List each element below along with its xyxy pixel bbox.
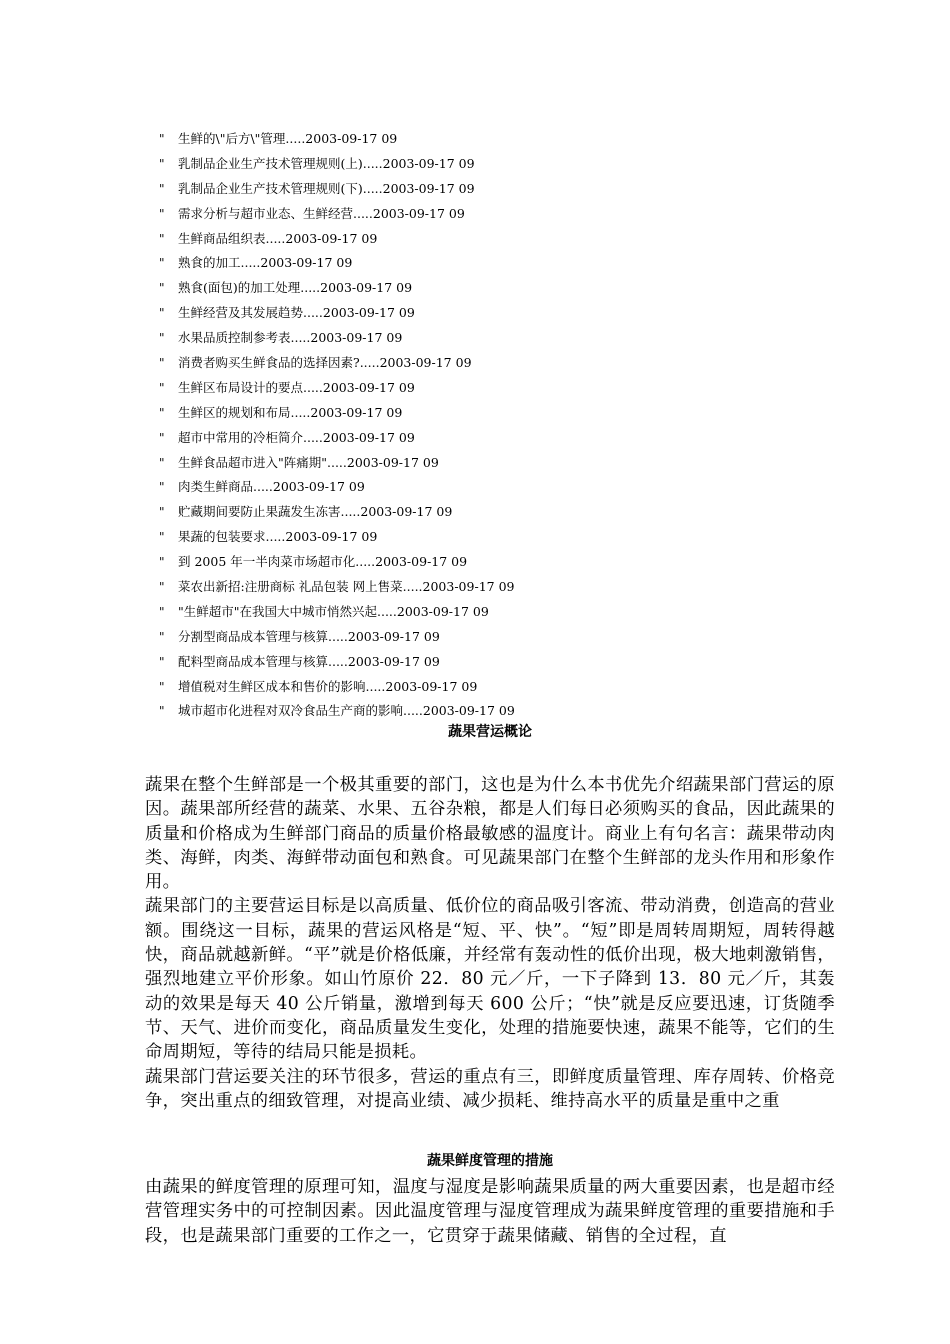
list-bullet: " [159,281,165,296]
paragraph: 蔬果部门营运要关注的环节很多，营运的重点有三，即鲜度质量管理、库存周转、价格竞争，突出重点的细致管理，对提高业绩、减少损耗、维持高水平的质量是重中之重 [145,1066,835,1111]
list-item-text: 生鲜经营及其发展趋势.....2003-09-17 09 [178,305,415,321]
section-body-freshness [145,1175,835,1248]
list-item [159,301,839,326]
list-item [159,575,839,600]
list-item [159,525,839,550]
list-item-text: 城市超市化进程对双冷食品生产商的影响.....2003-09-17 09 [178,703,515,719]
list-item-text: 增值税对生鲜区成本和售价的影响.....2003-09-17 09 [178,678,478,694]
list-bullet: " [159,629,165,644]
list-bullet: " [159,181,165,196]
list-item [159,351,839,376]
article-list [159,127,839,724]
list-item [159,600,839,625]
paragraph: 蔬果在整个生鲜部是一个极其重要的部门，这也是为什么本书优先介绍蔬果部门营运的原因。蔬果部所经营的蔬菜、水果、五谷杂粮，都是人们每日必须购买的食品，因此蔬果的质量和价格成为生鲜部门商品的质量价格最敏感的温度计。商业上有句名言：蔬果带动肉类、海鲜，肉类、海鲜带动面包和熟食。可见蔬果部门在整个生鲜部的龙头作用和形象作用。 [145,775,835,893]
list-bullet: " [159,405,165,420]
list-bullet: " [159,231,165,246]
section-body-overview [145,773,835,1113]
list-item [159,550,839,575]
list-bullet: " [159,604,165,619]
section-title-freshness: 蔬果鲜度管理的措施 [427,1153,553,1169]
list-bullet: " [159,505,165,520]
list-bullet: " [159,555,165,570]
list-item-text: 水果品质控制参考表.....2003-09-17 09 [178,330,403,346]
list-item-text: 到 2005 年一半肉菜市场超市化.....2003-09-17 09 [178,554,468,570]
list-item-text: 生鲜区布局设计的要点.....2003-09-17 09 [178,379,415,395]
list-item [159,202,839,227]
list-item-text: 分割型商品成本管理与核算.....2003-09-17 09 [178,628,440,644]
list-item [159,376,839,401]
list-item-text: 生鲜商品组织表.....2003-09-17 09 [178,230,378,246]
list-item [159,326,839,351]
list-bullet: " [159,455,165,470]
list-item [159,500,839,525]
list-item-text: 贮藏期间要防止果蔬发生冻害.....2003-09-17 09 [178,504,453,520]
list-item [159,451,839,476]
list-bullet: " [159,132,165,146]
list-item-text: 消费者购买生鲜食品的选择因素?.....2003-09-17 09 [178,355,472,371]
list-item-text: 乳制品企业生产技术管理规则(下).....2003-09-17 09 [178,180,475,196]
list-item [159,227,839,252]
list-item-text: 果蔬的包装要求.....2003-09-17 09 [178,529,378,545]
list-bullet: " [159,654,165,669]
list-item [159,152,839,177]
list-item [159,675,839,700]
list-bullet: " [159,306,165,321]
list-item [159,625,839,650]
list-item [159,401,839,426]
list-item [159,699,839,724]
list-item-text: 熟食(面包)的加工处理.....2003-09-17 09 [178,280,413,296]
list-item-text: 生鲜的\"后方\"管理.....2003-09-17 09 [178,131,398,146]
list-item-text: 生鲜食品超市进入"阵痛期".....2003-09-17 09 [178,454,439,470]
list-item-text: 菜农出新招:注册商标 礼品包装 网上售菜.....2003-09-17 09 [178,579,515,595]
list-bullet: " [159,380,165,395]
list-item [159,426,839,451]
list-item [159,177,839,202]
list-item [159,127,839,152]
list-item-text: 配料型商品成本管理与核算.....2003-09-17 09 [178,653,440,669]
list-item-text: "生鲜超市"在我国大中城市悄然兴起.....2003-09-17 09 [178,603,489,619]
section-title-overview: 蔬果营运概论 [448,724,532,740]
list-bullet: " [159,430,165,445]
list-bullet: " [159,356,165,371]
list-bullet: " [159,206,165,221]
paragraph: 蔬果部门的主要营运目标是以高质量、低价位的商品吸引客流、带动消费，创造高的营业额。围绕这一目标，蔬果的营运风格是“短、平、快”。“短”即是周转周期短，周转得越快，商品就越新鲜。“平”就是价格低廉，并经常有轰动性的低价出现，极大地刺激销售，强烈地建立平价形象。如山竹原价 22．80 元／斤，一下子降到 13．80 元／斤，其轰动的效果是每天 40 公斤销量，激增到每天 600 公斤；“快”就是反应要迅速，订货随季节、天气、进价而变化，商品质量发生变化，处理的措施要快速，蔬果不能等，它们的生命周期短，等待的结局只能是损耗。 [145,896,835,1063]
list-item-text: 需求分析与超市业态、生鲜经营.....2003-09-17 09 [178,205,465,221]
list-item-text: 乳制品企业生产技术管理规则(上).....2003-09-17 09 [178,155,475,171]
list-item-text: 超市中常用的冷柜简介.....2003-09-17 09 [178,429,415,445]
list-bullet: " [159,580,165,595]
list-bullet: " [159,480,165,495]
list-bullet: " [159,331,165,346]
list-item [159,650,839,675]
list-bullet: " [159,530,165,545]
list-item-text: 生鲜区的规划和布局.....2003-09-17 09 [178,404,403,420]
list-bullet: " [159,156,165,171]
list-item-text: 肉类生鲜商品.....2003-09-17 09 [178,479,365,495]
list-bullet: " [159,256,165,271]
list-item [159,475,839,500]
list-item [159,251,839,276]
list-item [159,276,839,301]
paragraph: 由蔬果的鲜度管理的原理可知，温度与湿度是影响蔬果质量的两大重要因素，也是超市经营管理实务中的可控制因素。因此温度管理与湿度管理成为蔬果鲜度管理的重要措施和手段，也是蔬果部门重要的工作之一，它贯穿于蔬果储藏、销售的全过程，直 [145,1177,835,1246]
list-item-text: 熟食的加工.....2003-09-17 09 [178,255,353,271]
list-bullet: " [159,679,165,694]
list-bullet: " [159,704,165,719]
